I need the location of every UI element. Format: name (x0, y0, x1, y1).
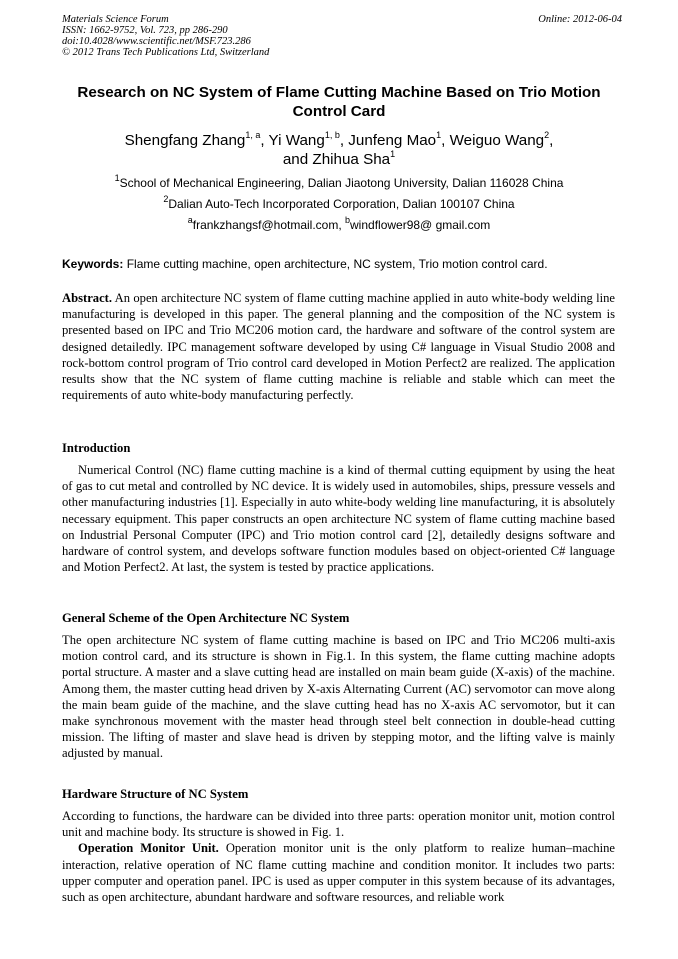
affil-text: Dalian Auto-Tech Incorporated Corporation, Dalian 100107 China (168, 197, 515, 211)
subsection-label: Operation Monitor Unit. (78, 841, 219, 856)
subsection-text: Operation monitor unit is the only platform to realize human–machine interaction, relative operation of NC flame cutting machine and condition monitor. It includes two parts: upper computer and operation panel. IPC is used as upper computer in this system because of its advantages, such as open architecture, abundant hardware and software resources, and reliable work (62, 841, 616, 905)
online-date: Online: 2012-06-04 (538, 14, 622, 25)
paragraph: The open architecture NC system of flame cutting machine is based on IPC and Trio MC206 multi-axis motion control card, and its structure is shown in Fig.1. In this system, the flame cutting machine adopts portal structure. A master and a slave cutting head are installed on main beam guide (X-axis) of the machine. Among them, the master cutting head driven by X-axis Alternating Current (AC) servomotor can move along the main beam guide of the machine, and the slave cutting head has no X-axis AC servomotor, but it can make synchronous movement with the master head through steel belt connection in double-head cutting mission. The lifting of master and slave head is driven by stepping motor, and the lifting valve is mainly adjusted by manual. (62, 633, 615, 761)
journal-doi: doi:10.4028/www.scientific.net/MSF.723.286 (62, 36, 251, 47)
section-heading-introduction: Introduction (62, 441, 131, 455)
abstract-label: Abstract. (62, 291, 113, 305)
operation-monitor-paragraph (62, 840, 615, 905)
author-name: Shengfang Zhang (124, 132, 246, 149)
journal-copyright: © 2012 Trans Tech Publications Ltd, Switzerland (62, 47, 270, 58)
author-separator: , (549, 132, 554, 149)
author-emails (56, 215, 622, 232)
keywords-text: Flame cutting machine, open architecture, NC system, Trio motion control card. (123, 257, 548, 271)
keywords-label: Keywords: (62, 257, 124, 271)
email-mark: b (345, 215, 351, 225)
author-affil-mark: 1 (436, 129, 442, 140)
abstract (62, 290, 615, 403)
author-separator: , (441, 132, 450, 149)
general-scheme-body (62, 632, 615, 762)
author-list (56, 131, 622, 169)
journal-info (62, 14, 269, 58)
journal-name: Materials Science Forum (62, 14, 169, 25)
affil-mark: 1 (114, 173, 120, 183)
paragraph: According to functions, the hardware can be divided into three parts: operation monitor unit, motion control unit and machine body. Its structure is showed in Fig. 1. (62, 809, 615, 840)
keywords (62, 257, 622, 271)
author-name: and Zhihua Sha (282, 151, 391, 168)
author-affil-mark: 1, a (245, 129, 261, 140)
affil-mark: 2 (163, 194, 169, 204)
introduction-body (62, 462, 615, 575)
email-mark: a (187, 215, 193, 225)
affil-text: School of Mechanical Engineering, Dalian Jiaotong University, Dalian 116028 China (119, 176, 564, 190)
affiliation-1 (56, 173, 622, 190)
affiliation-2 (56, 194, 622, 211)
author-separator: , (339, 132, 349, 149)
journal-issn: ISSN: 1662-9752, Vol. 723, pp 286-290 (62, 25, 228, 36)
paragraph: Numerical Control (NC) flame cutting machine is a kind of thermal cutting equipment by using the heat of gas to cut metal and controlled by NC device. It is widely used in automobiles, ships, pressure vessels and other manufacturing industries [1]. Especially in auto white-body welding line manufacturing, it is absolutely necessary equipment. This paper constructs an open architecture NC system of flame cutting machine based on Industrial Personal Computer (IPC) and Trio motion control card [2], detailedly designs software and hardware of control system, and develops software function modules based on object-oriented C# language and Motion Perfect2. At last, the system is tested by practice applications. (62, 463, 615, 575)
hardware-body (62, 808, 615, 905)
author-affil-mark: 1 (390, 148, 396, 159)
email-a[interactable]: frankzhangsf@hotmail.com, (192, 218, 345, 232)
section-heading-hardware: Hardware Structure of NC System (62, 787, 249, 801)
author-name: Yi Wang (268, 132, 325, 149)
author-name: Weiguo Wang (449, 132, 545, 149)
abstract-text: An open architecture NC system of flame cutting machine applied in auto white-body welding line manufacturing is developed in this paper. The general planning and the composition of the NC system is presented based on IPC and Trio MC206 motion card, the hardware and software of the control system are designed detailedly. IPC management software developed by using C# language in Visual Studio 2008 and rock-bottom control program of Trio control card developed in Motion Perfect2 are realized. The application results show that the NC system of flame cutting machine is reliable and stable which can meet the requirements of auto white-body manufacturing perfectly. (62, 291, 615, 403)
author-affil-mark: 2 (544, 129, 550, 140)
section-heading-general-scheme: General Scheme of the Open Architecture NC System (62, 611, 350, 625)
paper-title: Research on NC System of Flame Cutting Machine Based on Trio Motion Control Card (77, 84, 601, 120)
email-b[interactable]: windflower98@ gmail.com (350, 218, 491, 232)
author-name: Junfeng Mao (348, 132, 437, 149)
author-separator: , (260, 132, 269, 149)
author-affil-mark: 1, b (324, 129, 340, 140)
